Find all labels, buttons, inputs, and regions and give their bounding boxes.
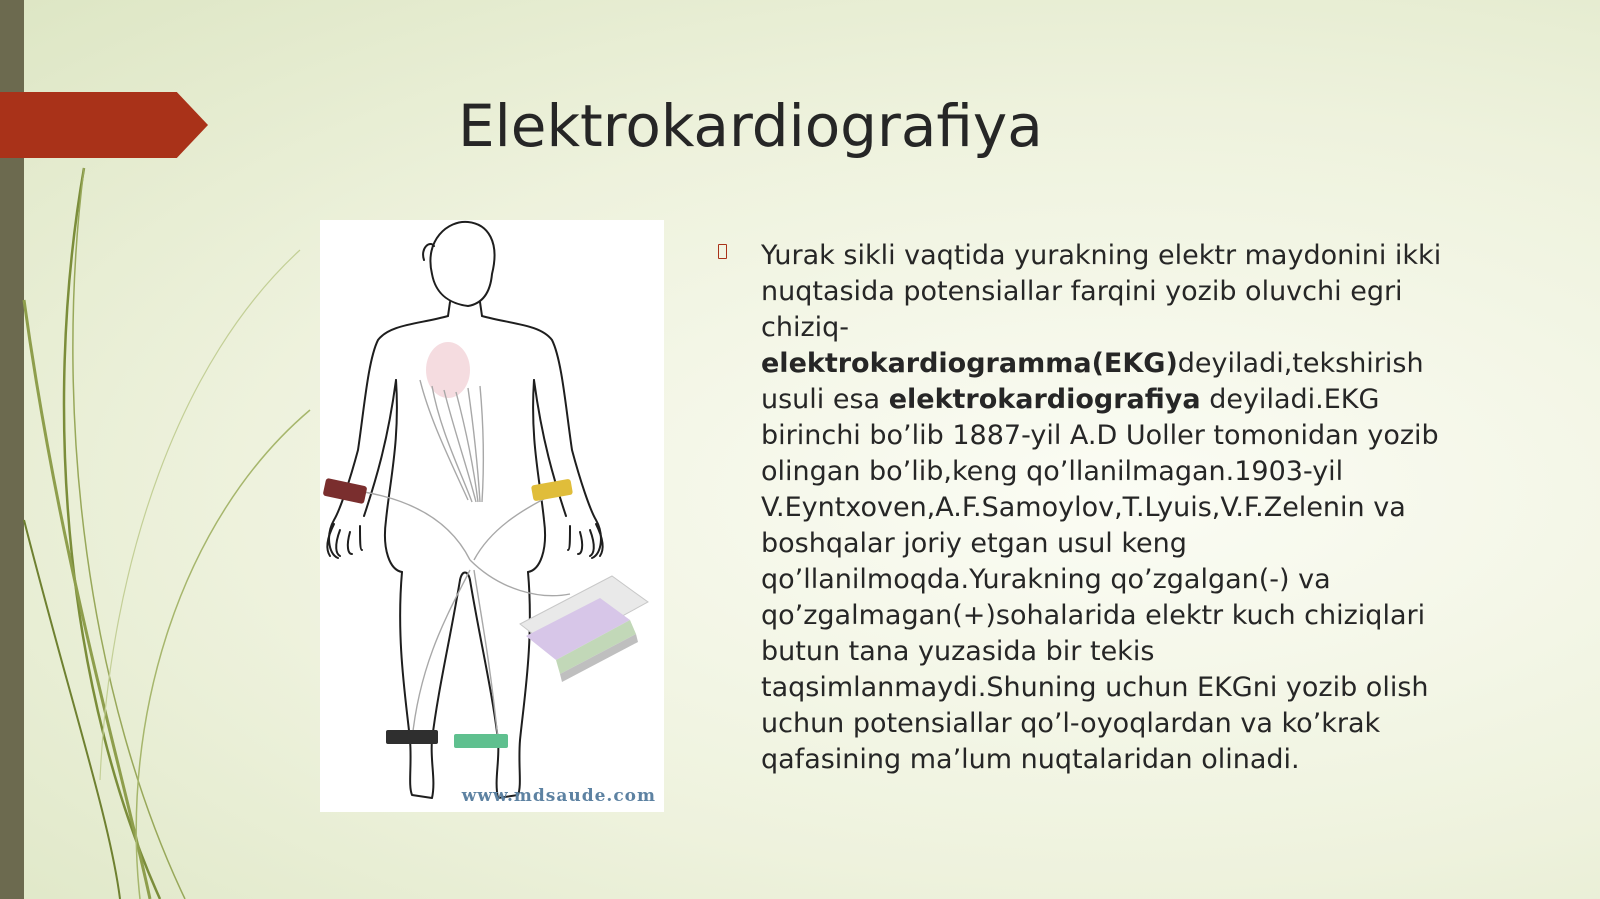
bold-term-electrocardiography: elektrokardiografiya (888, 384, 1201, 415)
bold-term-ekg: elektrokardiogramma(EKG) (761, 348, 1178, 379)
text-segment: Yurak sikli vaqtida yurakning elektr maydonini ikki nuqtasida potensiallar farqini yozib oluvchi egri chiziq- (761, 240, 1442, 343)
text-segment: deyiladi.EKG birinchi bo’lib 1887-yil A.D Uoller tomonidan yozib olingan bo’lib,keng qo’llanilmagan.1903-yil V.Eyntxoven,A.F.Samoylov,T.Lyuis,V.F.Zelenin va boshqalar joriy etgan usul keng qo’llanilmoqda.Yurakning qo’zgalgan(-) va qo’zgalmagan(+)sohalarida elektr kuch chiziqlari butun tana yuzasida bir tekis taqsimlanmaydi.Shuning uchun EKGni yozib olish uchun potensiallar qo’l-oyoqlardan va ko’krak qafasining ma’lum nuqtalaridan olinadi. (761, 384, 1439, 775)
square-bullet-icon (718, 244, 727, 259)
content-text-block (718, 238, 1458, 778)
human-body-ecg-drawing (320, 220, 664, 812)
ecg-body-illustration (320, 220, 664, 812)
body-paragraph (761, 238, 1466, 778)
text-segment: deyiladi,tekshirish usuli esa (761, 348, 1424, 415)
slide-title: Elektrokardiografiya (458, 92, 1043, 160)
image-watermark: www.mdsaude.com (461, 786, 656, 806)
title-accent-arrow (0, 92, 208, 158)
